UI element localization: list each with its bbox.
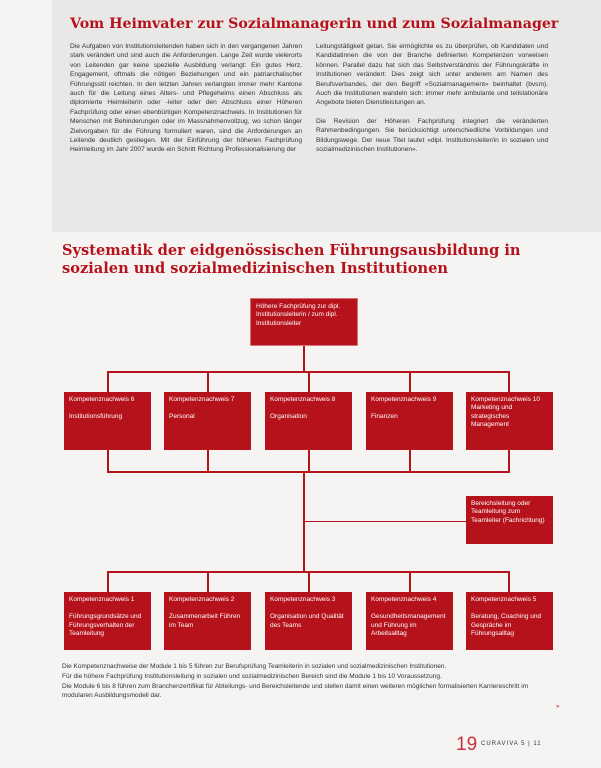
box-subtitle: Zusammenarbeit Führen im Team xyxy=(169,613,241,629)
connector-line xyxy=(207,450,209,472)
box-subtitle: Finanzen xyxy=(371,413,398,421)
connector-line xyxy=(107,450,109,472)
box-subtitle: Institutionsführung xyxy=(69,413,123,421)
diagram-box-kn7 xyxy=(164,392,251,450)
continue-marker: » xyxy=(556,704,560,710)
diagram-box-kn5 xyxy=(466,592,553,650)
connector-line xyxy=(303,521,466,522)
diagram-box-kn6 xyxy=(64,392,151,450)
box-title: Kompetenznachweis 6 xyxy=(69,396,135,403)
box-subtitle: Führungsgrundsätze und Führungsverhalten der Teamleitung xyxy=(69,613,142,638)
box-title: Kompetenznachweis 8 xyxy=(270,396,336,403)
box-title: Kompetenznachweis 5 xyxy=(471,596,537,603)
connector-line xyxy=(409,371,411,392)
connector-line xyxy=(308,450,310,472)
footnote-line: Die Kompetenznachweise der Module 1 bis 5 führen zur Berufsprüfung Teamleiterin in sozialen und sozialmedizinischen Institutionen. xyxy=(62,663,447,670)
connector-line xyxy=(107,571,109,592)
diagram-box-top xyxy=(250,298,358,346)
box-label: Bereichsleitung oder Teamleitung zum Teamleiter (Fachrichtung) xyxy=(471,500,545,524)
article-column-2 xyxy=(316,42,548,163)
footnote-line: Die Module 6 bis 8 führen zum Branchenzertifikat für Abteilungs- und Bereichsleitende und stellen damit einen weiteren möglichen formalisierten Karriereschritt im modularen Ausbildungsmodell dar. xyxy=(62,682,529,700)
connector-line xyxy=(508,371,510,392)
box-title: Kompetenznachweis 1 xyxy=(69,596,135,603)
connector-line xyxy=(508,450,510,472)
connector-line xyxy=(308,571,310,592)
box-title: Kompetenznachweis 7 xyxy=(169,396,235,403)
footnote-line: Für die höhere Fachprüfung Institutionsleitung in sozialen und sozialmedizinischen Bereich sind die Module 1 bis 10 Voraussetzung. xyxy=(62,672,442,680)
box-subtitle: Organisation und Qualität des Teams xyxy=(270,613,344,629)
diagram-box-kn8 xyxy=(265,392,352,450)
diagram-footnote xyxy=(62,662,542,701)
diagram-box-side xyxy=(466,496,553,544)
page-number: 19 xyxy=(456,734,478,755)
diagram-box-kn9 xyxy=(366,392,453,450)
paragraph: Die Aufgaben von Institutionsleitenden haben sich in den vergangenen Jahren stark verändert und sind auch die Anforderungen. Lange Zeit wurde vielerorts von Leitenden gar keine spezielle Ausbildung verlangt: Ein gutes Herz, Engagement, oftmals die nötigen Beziehungen und ein patriarchalischer Führungsstil reichten. In den letzten Jahren verlangten immer mehr Kantone auch für die Leitung eines Alters- und Pflegeheims einen Abschluss als diplomierte Heimleiterin oder -leiter oder den Abschluss einer Höheren Fachprüfung oder einen ebenbürtigen Kompetenznachweis. In Institutionen für Menschen mit Behinderungen oder im Massnahmenvollzug, wo schon länger Zielvorgaben für die Führung formuliert waren, sind die Anforderungen an Leitende deutlich gestiegen. Mit der Einführung der höheren Fachprüfung Heimleitung im Jahr 2007 wurde ein Schritt Richtung Professionalisierung der xyxy=(70,43,302,154)
connector-line xyxy=(508,571,510,592)
diagram-box-kn3 xyxy=(265,592,352,650)
diagram-box-kn2 xyxy=(164,592,251,650)
diagram-box-kn4 xyxy=(366,592,453,650)
connector-line xyxy=(207,371,209,392)
diagram-title: Systematik der eidgenössischen Führungsausbildung in sozialen und sozialmedizinischen Institutionen xyxy=(62,242,521,277)
diagram-box-kn1 xyxy=(64,592,151,650)
box-subtitle: Organisation xyxy=(270,413,307,421)
box-title: Kompetenznachweis 3 xyxy=(270,596,336,603)
box-title: Kompetenznachweis 4 xyxy=(371,596,437,603)
diagram-box-kn10 xyxy=(466,392,553,450)
paragraph: Leitungstätigkeit getan. Sie ermöglichte es zu überprüfen, ob Kandidaten und Kandidatinnen die von der Branche definierten Kompetenzen vorweisen können. Parallel dazu hat sich das Selbstverständnis der Führungskräfte in Institutionen verändert: Dies zeigt sich unter anderem am Namen des Berufsverbandes, der den Begriff «Sozialmanagement» beinhaltet (bvsm). Auch die Institutionen wandeln sich: immer mehr ambulante und teilstationäre Angebote bieten Dienstleistungen an. xyxy=(316,43,548,107)
connector-line xyxy=(107,471,510,473)
connector-line xyxy=(107,371,109,392)
connector-line xyxy=(409,571,411,592)
box-title: Kompetenznachweis 2 xyxy=(169,596,235,603)
box-title: Kompetenznachweis 10 xyxy=(471,396,541,403)
article-column-1 xyxy=(70,42,302,164)
connector-line xyxy=(207,571,209,592)
box-title: Kompetenznachweis 9 xyxy=(371,396,437,403)
article-title: Vom Heimvater zur Sozialmanagerin und zum Sozialmanager xyxy=(70,16,559,32)
box-subtitle: Gesundheitsmanagement und Führung im Arbeitsalltag xyxy=(371,613,446,638)
connector-line xyxy=(308,371,310,392)
box-subtitle: Personal xyxy=(169,413,195,421)
box-subtitle: Beratung, Coaching und Gespräche im Führungsalltag xyxy=(471,613,542,638)
connector-line xyxy=(303,346,305,372)
box-label: Höhere Fachprüfung zur dipl. Institutionsleiterin / zum dipl. Institutionsleiter xyxy=(256,303,341,327)
publication-name: CURAVIVA 5 | 11 xyxy=(481,741,542,747)
connector-line xyxy=(409,450,411,472)
paragraph: Die Revision der Höheren Fachprüfung integriert die veränderten Rahmenbedingungen. Sie berücksichtigt unterschiedliche Vorbildungen und Bildungswege. Der neue Titel lautet «dipl. Institutionsleiter/in in sozialen und sozialmedizinischen Institutionen». xyxy=(316,117,548,154)
box-subtitle: Marketing und strategisches Management xyxy=(471,404,513,429)
